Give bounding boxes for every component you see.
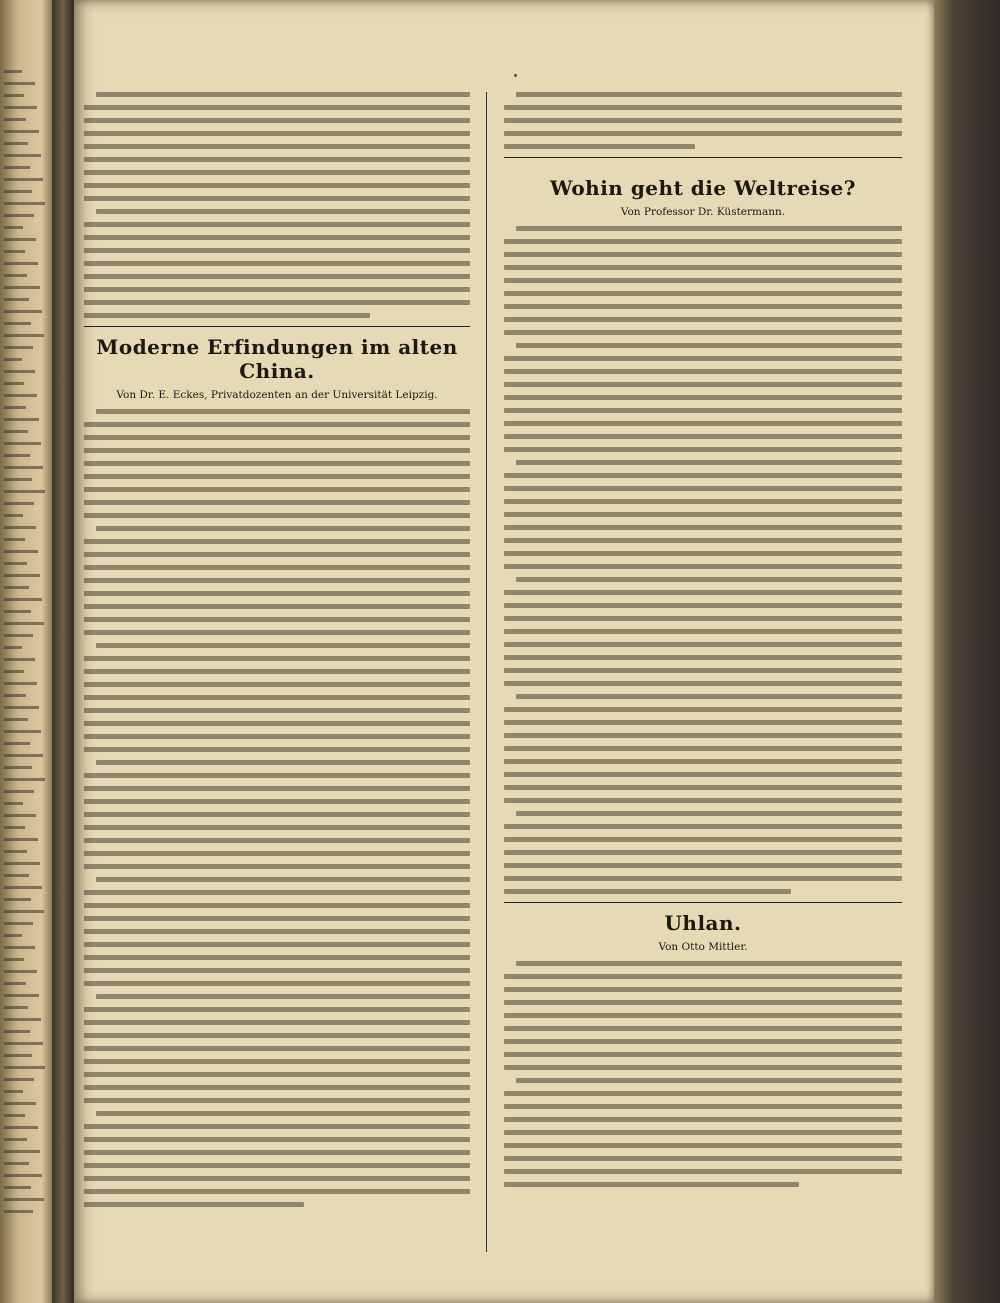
text-line (4, 1186, 31, 1189)
text-line (4, 850, 27, 853)
text-line (84, 981, 470, 986)
text-line (504, 629, 902, 634)
text-line (84, 747, 470, 752)
page-edge-shadow (934, 0, 1000, 1303)
text-line (504, 239, 902, 244)
text-line (4, 586, 29, 589)
text-line (4, 1174, 42, 1177)
text-line (504, 434, 902, 439)
text-line (4, 1114, 25, 1117)
text-line (84, 682, 470, 687)
text-line (504, 772, 902, 777)
text-line (4, 742, 30, 745)
text-line (4, 1138, 27, 1141)
text-line (84, 786, 470, 791)
text-line (4, 130, 39, 133)
article-headline: Uhlan. (664, 911, 742, 935)
text-line (84, 617, 470, 622)
text-line (4, 442, 41, 445)
text-line (84, 734, 470, 739)
text-line (4, 346, 33, 349)
text-line (4, 106, 37, 109)
text-line (504, 746, 902, 751)
text-line (4, 310, 42, 313)
text-line (4, 730, 41, 733)
text-line (84, 131, 470, 136)
text-line (504, 499, 902, 504)
text-line (504, 1156, 902, 1161)
text-line (84, 539, 470, 544)
text-line (84, 942, 470, 947)
text-line (516, 460, 902, 465)
text-line (84, 1059, 470, 1064)
left-column (84, 92, 470, 1252)
text-line (4, 1090, 23, 1093)
text-line (4, 1030, 30, 1033)
text-line (4, 178, 43, 181)
text-line (4, 142, 28, 145)
text-line (4, 94, 24, 97)
text-line (4, 694, 26, 697)
text-line (504, 369, 902, 374)
text-line (504, 616, 902, 621)
text-line (504, 642, 902, 647)
text-line (84, 105, 470, 110)
text-line (504, 291, 902, 296)
text-line (4, 118, 26, 121)
text-line (4, 430, 28, 433)
text-line (84, 235, 470, 240)
text-line (4, 634, 33, 637)
text-line (4, 502, 34, 505)
text-line (504, 105, 902, 110)
text-line (4, 622, 44, 625)
text-line (84, 565, 470, 570)
text-line (84, 1176, 470, 1181)
text-line (4, 1078, 34, 1081)
text-line (504, 330, 902, 335)
text-line (84, 1150, 470, 1155)
text-line (84, 1124, 470, 1129)
text-line (84, 1098, 470, 1103)
text-line (84, 1163, 470, 1168)
text-line (504, 304, 902, 309)
text-line (96, 643, 470, 648)
text-line (516, 1078, 902, 1083)
text-line (504, 720, 902, 725)
text-line (4, 274, 27, 277)
text-line (4, 934, 22, 937)
text-line (4, 454, 30, 457)
text-line (4, 754, 43, 757)
text-line (96, 1111, 470, 1116)
text-line (84, 968, 470, 973)
text-line (96, 92, 470, 97)
text-line (96, 409, 470, 414)
text-line (504, 889, 791, 894)
text-line (84, 222, 470, 227)
text-line (84, 890, 470, 895)
text-line (84, 1033, 470, 1038)
text-line (84, 287, 470, 292)
text-line (504, 538, 902, 543)
text-line (4, 766, 32, 769)
text-line (504, 733, 902, 738)
text-line (4, 946, 35, 949)
text-line (504, 1000, 902, 1005)
text-line (4, 418, 39, 421)
text-line (4, 574, 40, 577)
text-line (504, 1169, 902, 1174)
text-line (504, 356, 902, 361)
page-mark (514, 74, 517, 77)
text-line (84, 929, 470, 934)
text-line (4, 526, 36, 529)
article-divider (84, 326, 470, 327)
text-line (84, 838, 470, 843)
text-line (96, 877, 470, 882)
text-line (84, 513, 470, 518)
text-line (4, 886, 42, 889)
text-line (84, 851, 470, 856)
text-line (4, 538, 25, 541)
article-byline: Von Otto Mittler. (658, 941, 748, 953)
text-line (504, 863, 902, 868)
text-line (84, 578, 470, 583)
previous-page-strip (0, 0, 52, 1303)
text-line (84, 1072, 470, 1077)
text-line (4, 238, 36, 241)
text-line (504, 486, 902, 491)
text-line (84, 773, 470, 778)
text-line (504, 1182, 799, 1187)
text-line (504, 144, 695, 149)
text-line (4, 610, 31, 613)
text-line (84, 812, 470, 817)
text-line (516, 226, 902, 231)
text-line (504, 1104, 902, 1109)
article-divider (504, 902, 902, 903)
text-line (4, 394, 37, 397)
text-line (4, 958, 24, 961)
text-line (4, 190, 32, 193)
text-line (4, 682, 37, 685)
text-line (504, 1052, 902, 1057)
text-line (4, 658, 35, 661)
text-line (4, 910, 44, 913)
text-line (504, 987, 902, 992)
text-line (84, 500, 470, 505)
text-line (4, 382, 24, 385)
text-line (84, 274, 470, 279)
intro-text-block (84, 92, 470, 318)
text-line (504, 824, 902, 829)
text-line (4, 982, 26, 985)
text-line (4, 814, 36, 817)
text-line (96, 760, 470, 765)
text-line (84, 300, 470, 305)
text-line (4, 370, 35, 373)
text-line (84, 721, 470, 726)
text-line (4, 874, 29, 877)
text-line (504, 1143, 902, 1148)
text-line (504, 876, 902, 881)
text-line (504, 1065, 902, 1070)
text-line (4, 334, 44, 337)
text-line (504, 265, 902, 270)
text-line (84, 487, 470, 492)
text-line (84, 196, 470, 201)
text-line (516, 961, 902, 966)
text-line (4, 1150, 40, 1153)
text-line (504, 707, 902, 712)
text-line (504, 408, 902, 413)
text-line (504, 798, 902, 803)
text-line (504, 473, 902, 478)
text-line (4, 706, 39, 709)
text-line (4, 1210, 33, 1213)
text-line (4, 1054, 32, 1057)
text-line (84, 118, 470, 123)
text-line (504, 1013, 902, 1018)
text-line (84, 669, 470, 674)
article-divider (504, 157, 902, 158)
newspaper-page (74, 0, 934, 1303)
text-line (504, 564, 902, 569)
text-line (84, 1202, 304, 1207)
previous-page-text (4, 70, 48, 1222)
text-line (84, 144, 470, 149)
text-line (516, 811, 902, 816)
text-line (504, 395, 902, 400)
text-line (96, 526, 470, 531)
text-line (504, 131, 902, 136)
text-line (504, 974, 902, 979)
text-line (4, 718, 28, 721)
text-line (4, 778, 45, 781)
text-line (4, 550, 38, 553)
text-line (4, 154, 41, 157)
text-line (84, 474, 470, 479)
text-line (4, 838, 38, 841)
text-line (504, 603, 902, 608)
text-line (84, 170, 470, 175)
text-line (4, 406, 26, 409)
text-line (504, 1026, 902, 1031)
text-line (516, 92, 902, 97)
text-line (84, 825, 470, 830)
right-column (504, 92, 902, 1252)
text-line (504, 278, 902, 283)
text-line (4, 214, 34, 217)
text-line (4, 358, 22, 361)
text-line (84, 261, 470, 266)
text-line (504, 655, 902, 660)
text-line (84, 864, 470, 869)
text-line (4, 790, 34, 793)
text-line (4, 250, 25, 253)
text-line (4, 646, 22, 649)
text-line (4, 70, 22, 73)
text-line (4, 322, 31, 325)
text-line (4, 898, 31, 901)
article-headline: Moderne Erfindungen im alten China. (96, 335, 458, 383)
text-line (4, 1126, 38, 1129)
text-line (4, 922, 33, 925)
text-line (4, 514, 23, 517)
text-line (504, 512, 902, 517)
text-line (4, 262, 38, 265)
text-line (84, 248, 470, 253)
text-line (4, 670, 24, 673)
text-line (504, 382, 902, 387)
text-line (4, 994, 39, 997)
article-byline: Von Professor Dr. Küstermann. (620, 206, 786, 218)
text-line (516, 694, 902, 699)
text-line (4, 562, 27, 565)
text-line (84, 435, 470, 440)
text-line (84, 1046, 470, 1051)
article-text-block (504, 226, 902, 894)
text-line (504, 1117, 902, 1122)
text-line (96, 994, 470, 999)
text-line (84, 799, 470, 804)
text-line (4, 490, 45, 493)
text-line (504, 681, 902, 686)
text-line (504, 785, 902, 790)
text-line (4, 286, 40, 289)
article-headline: Wohin geht die Weltreise? (550, 176, 856, 200)
text-line (84, 422, 470, 427)
text-line (4, 466, 43, 469)
text-line (84, 157, 470, 162)
text-line (516, 343, 902, 348)
text-line (4, 1198, 44, 1201)
text-line (84, 313, 370, 318)
text-line (504, 837, 902, 842)
text-line (84, 916, 470, 921)
text-line (4, 826, 25, 829)
text-line (4, 478, 32, 481)
text-line (84, 955, 470, 960)
text-line (84, 656, 470, 661)
text-line (4, 802, 23, 805)
text-line (504, 590, 902, 595)
text-line (4, 1102, 36, 1105)
text-line (84, 183, 470, 188)
article-byline: Von Dr. E. Eckes, Privatdozenten an der Universität Leipzig. (116, 389, 438, 401)
text-line (4, 970, 37, 973)
article-text-block (84, 409, 470, 1207)
text-line (4, 82, 35, 85)
text-line (96, 209, 470, 214)
text-line (84, 1007, 470, 1012)
text-line (4, 298, 29, 301)
text-line (504, 551, 902, 556)
text-line (504, 850, 902, 855)
text-line (4, 202, 45, 205)
text-line (504, 1039, 902, 1044)
continued-text-block (504, 92, 902, 149)
text-line (504, 759, 902, 764)
text-line (504, 252, 902, 257)
text-line (4, 1006, 28, 1009)
text-line (4, 1042, 43, 1045)
text-line (4, 1018, 41, 1021)
text-line (84, 1020, 470, 1025)
text-line (84, 903, 470, 908)
text-line (504, 1091, 902, 1096)
text-line (4, 1162, 29, 1165)
text-line (84, 695, 470, 700)
binding-gutter (52, 0, 74, 1303)
text-line (504, 447, 902, 452)
text-line (4, 1066, 45, 1069)
text-line (84, 1137, 470, 1142)
column-rule (486, 92, 487, 1252)
text-line (4, 166, 30, 169)
article-text-block (504, 961, 902, 1187)
text-line (504, 525, 902, 530)
text-line (84, 604, 470, 609)
text-line (504, 668, 902, 673)
text-line (84, 461, 470, 466)
text-line (504, 1130, 902, 1135)
text-line (84, 591, 470, 596)
text-line (84, 708, 470, 713)
text-line (516, 577, 902, 582)
text-line (84, 1189, 470, 1194)
text-line (504, 317, 902, 322)
text-line (504, 421, 902, 426)
text-line (4, 598, 42, 601)
text-line (84, 630, 470, 635)
text-line (4, 226, 23, 229)
text-line (84, 552, 470, 557)
text-line (504, 118, 902, 123)
text-line (4, 862, 40, 865)
text-line (84, 448, 470, 453)
text-line (84, 1085, 470, 1090)
